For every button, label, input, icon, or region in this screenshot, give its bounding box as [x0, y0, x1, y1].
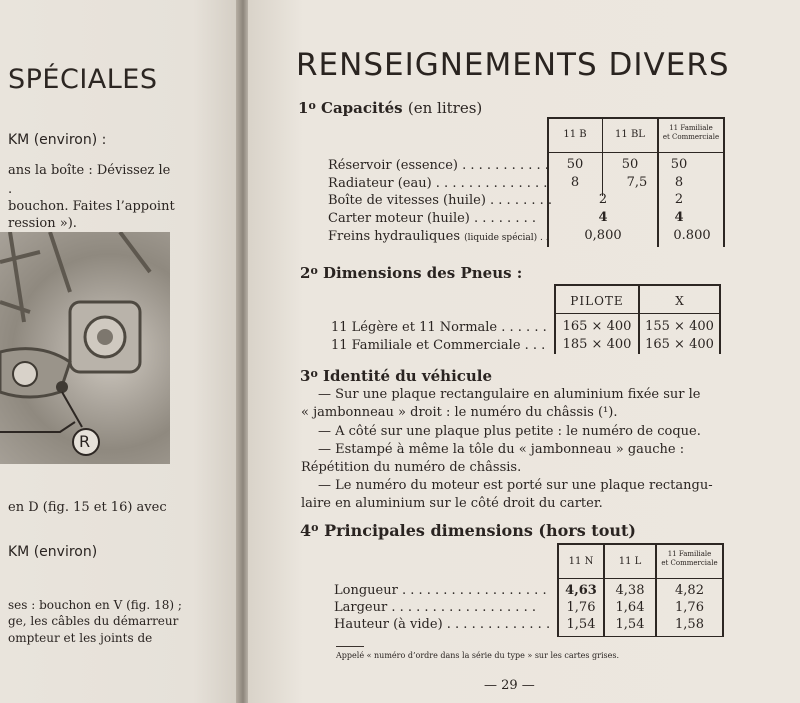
footnote: Appelé « numéro d’ordre dans la série du type » sur les cartes grises.	[336, 651, 620, 660]
capacites-sup: o	[308, 99, 316, 112]
dimensions-table-top	[557, 543, 724, 545]
capacites-row-label-freins	[328, 229, 549, 244]
identite-line-3: — A côté sur une plaque plus petite : le numéro de coque.	[318, 424, 701, 439]
dimensions-row-value: 4,63	[565, 583, 597, 598]
dimensions-row-value: 1,54	[615, 617, 645, 632]
pneus-col-x: X	[675, 294, 684, 308]
page-title: RENSEIGNEMENTS DIVERS	[296, 47, 730, 83]
left-fig-line: en D (fig. 15 et 16) avec	[8, 500, 167, 515]
dimensions-col-commerciale: et Commerciale	[661, 559, 718, 567]
capacites-table-top	[547, 117, 725, 119]
pneus-row-value: 185 × 400	[562, 337, 632, 352]
identite-num: 3	[300, 367, 311, 385]
left-km-heading: KM (environ) :	[8, 132, 107, 148]
engine-drawing	[0, 232, 170, 464]
identite-line-1: — Sur une plaque rectangulaire en aluminium fixée sur le	[318, 387, 701, 402]
capacites-title: Capacités	[321, 99, 403, 117]
left-page	[0, 0, 242, 703]
engine-photo	[0, 232, 170, 464]
capacites-row-label: Radiateur (eau) . . . . . . . . . . . . . .	[328, 176, 548, 191]
left-line-4: ression »).	[8, 216, 77, 231]
dimensions-row-label: Longueur . . . . . . . . . . . . . . . . . .	[334, 583, 547, 598]
capacites-col-familiale: 11 Familiale	[669, 124, 713, 132]
dimensions-table-bottom	[557, 636, 724, 637]
capacites-row-value: 50	[621, 157, 639, 172]
capacites-row-value: 50	[566, 157, 584, 172]
capacites-vline-2a	[602, 117, 603, 153]
left-km-heading-2: KM (environ)	[8, 544, 98, 560]
left-bottom-line-1: ses : bouchon en V (fig. 18) ;	[8, 598, 182, 612]
dimensions-header-rule	[557, 578, 724, 579]
identite-line-7: laire en aluminium sur le côté droit du carter.	[301, 496, 603, 511]
dimensions-row-label: Hauteur (à vide) . . . . . . . . . . . . .	[334, 617, 551, 632]
dimensions-row-value: 1,58	[675, 617, 704, 632]
dimensions-row-label: Largeur . . . . . . . . . . . . . . . . . .	[334, 600, 536, 615]
footnote-rule	[336, 646, 364, 647]
dimensions-row-value: 1,64	[615, 600, 645, 615]
identite-line-6: — Le numéro du moteur est porté sur une plaque rectangu-	[318, 478, 713, 493]
capacites-row-label: Carter moteur (huile) . . . . . . . .	[328, 211, 536, 226]
pneus-row-value: 155 × 400	[645, 319, 714, 334]
capacites-unit: (en litres)	[407, 99, 483, 117]
left-line-3: bouchon. Faites l’appoint	[8, 199, 175, 214]
pneus-row-value: 165 × 400	[562, 319, 632, 334]
capacites-num: 1	[298, 99, 309, 117]
capacites-row-label: Réservoir (essence) . . . . . . . . . . .	[328, 158, 549, 173]
capacites-row-value: 4	[598, 210, 608, 225]
capacites-row-value: 0.800	[673, 228, 711, 243]
identite-sup: o	[310, 367, 318, 380]
identite-line-5: Répétition du numéro de châssis.	[301, 460, 522, 475]
capacites-row-value: 50	[670, 157, 688, 172]
identite-heading	[300, 367, 492, 385]
dimensions-sup: o	[311, 521, 319, 534]
capacites-row-value: 7,5	[626, 175, 648, 190]
pneus-row-label: 11 Légère et 11 Normale . . . . . .	[331, 320, 547, 335]
pneus-vline-3	[719, 284, 721, 354]
left-bottom-line-3: ompteur et les joints de	[8, 631, 153, 645]
dimensions-num: 4	[300, 521, 312, 540]
left-bottom-line-2: ge, les câbles du démarreur	[8, 614, 179, 628]
capacites-col-11b: 11 B	[563, 129, 587, 140]
dimensions-col-11n: 11 N	[568, 556, 594, 567]
identite-line-4: — Estampé à même la tôle du « jambonneau » gauche :	[318, 442, 685, 457]
dimensions-row-value: 1,76	[566, 600, 596, 615]
pneus-row-value: 165 × 400	[645, 337, 714, 352]
pneus-col-pilote: PILOTE	[570, 294, 624, 308]
pneus-row-label: 11 Familiale et Commerciale . . .	[331, 338, 546, 353]
capacites-col-commerciale: et Commerciale	[662, 133, 720, 141]
pneus-sup: o	[310, 264, 318, 277]
dimensions-row-value: 4,38	[615, 583, 645, 598]
capacites-heading	[298, 99, 482, 117]
pneus-heading	[300, 264, 522, 282]
dimensions-vline-4	[722, 543, 724, 637]
capacites-vline-4	[723, 117, 725, 247]
pneus-title: Dimensions des Pneus :	[323, 264, 523, 282]
identite-line-2: « jambonneau » droit : le numéro du châssis (¹).	[301, 405, 618, 420]
left-line-2: .	[8, 182, 13, 197]
capacites-vline-2b	[602, 152, 603, 196]
capacites-row-value: 2	[598, 192, 608, 207]
dimensions-col-familiale: 11 Familiale	[667, 550, 712, 558]
capacites-row-value: 4	[674, 210, 684, 225]
page-number: — 29 —	[484, 678, 535, 693]
left-line-1: ans la boîte : Dévissez le	[8, 163, 171, 178]
dimensions-row-value: 1,54	[566, 617, 596, 632]
dimensions-col-11l: 11 L	[618, 556, 642, 567]
photo-label-r: R	[79, 432, 91, 451]
capacites-row-value: 0,800	[584, 228, 622, 243]
capacites-row-value: 8	[570, 175, 580, 190]
capacites-col-11bl: 11 BL	[615, 129, 645, 140]
capacites-row-value: 2	[674, 192, 684, 207]
dimensions-title: Principales dimensions (hors tout)	[324, 521, 636, 540]
left-page-title: SPÉCIALES	[8, 64, 158, 95]
freins-note: (liquide spécial) . .	[464, 233, 549, 243]
dimensions-row-value: 1,76	[675, 600, 704, 615]
dimensions-heading	[300, 521, 636, 540]
dimensions-row-value: 4,82	[675, 583, 704, 598]
pneus-num: 2	[300, 264, 311, 282]
capacites-row-value: 8	[674, 175, 684, 190]
freins-label: Freins hydrauliques	[328, 229, 461, 244]
capacites-row-label: Boîte de vitesses (huile) . . . . . . . .	[328, 193, 553, 208]
identite-title: Identité du véhicule	[323, 367, 493, 385]
capacites-header-rule	[547, 152, 725, 153]
